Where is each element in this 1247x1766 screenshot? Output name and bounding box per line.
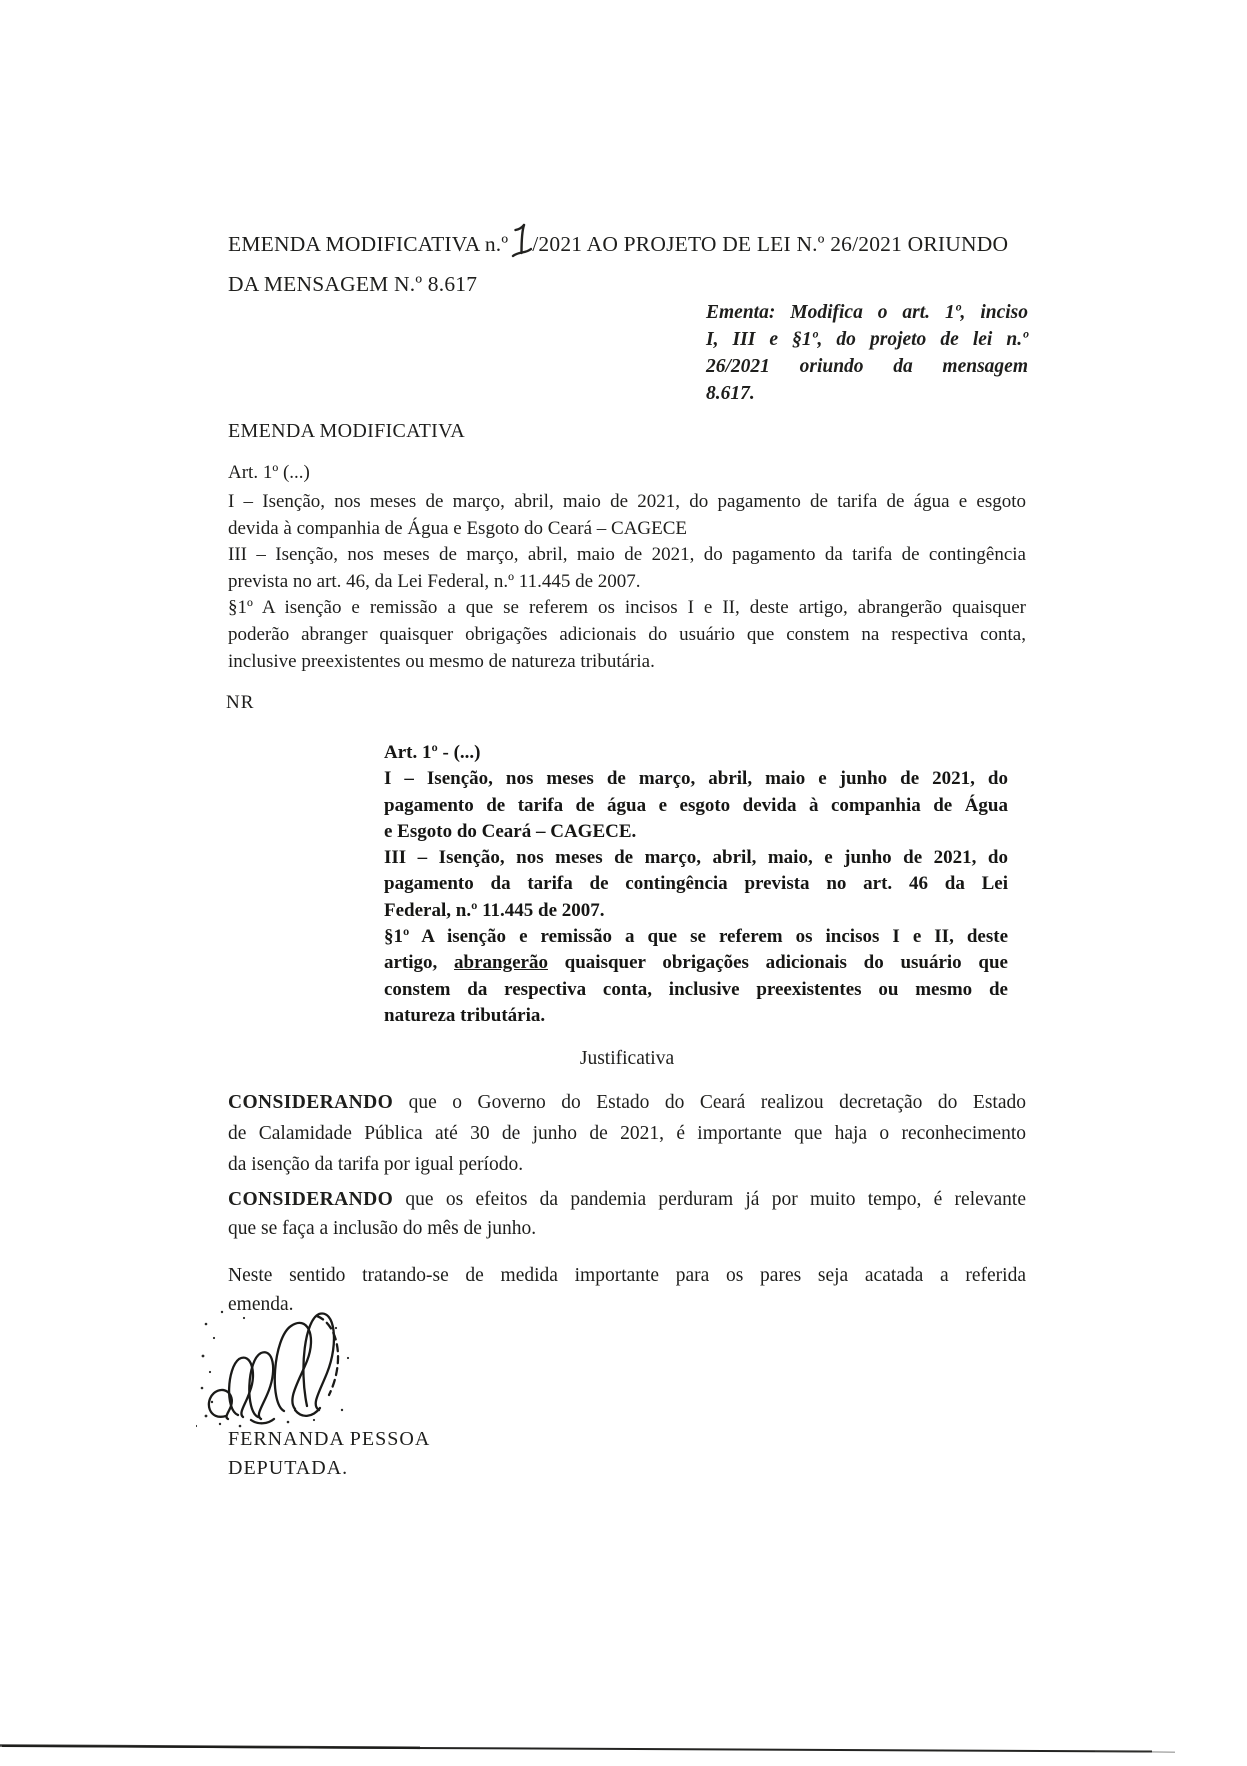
text-line: poderão abranger quaisquer obrigações adicionais do usuário que constem na respectiva conta,	[228, 623, 1026, 645]
ementa-block	[706, 299, 1028, 407]
amendment-new-wording-block	[384, 740, 1008, 1029]
article-body-paragraph	[228, 489, 1026, 675]
text-line: 8.617.	[706, 383, 755, 404]
text-line: emenda.	[228, 1294, 294, 1315]
text-line: inclusive preexistentes ou mesmo de natureza tributária.	[228, 650, 655, 672]
document-title	[228, 222, 1028, 300]
text-line: Neste sentido tratando-se de medida importante para os pares seja acatada a referida	[228, 1265, 1026, 1286]
text-line: pagamento da tarifa de contingência prevista no art. 46 da Lei	[384, 873, 1008, 895]
text-line: I, III e §1º, do projeto de lei n.º	[706, 329, 1028, 350]
quote-lines-top	[384, 740, 1008, 950]
underlined-word: abrangerão	[454, 952, 548, 974]
text-line: e Esgoto do Ceará – CAGECE.	[384, 820, 637, 842]
text-line: prevista no art. 46, da Lei Federal, n.º 11.445 de 2007.	[228, 570, 641, 592]
signer-role: DEPUTADA.	[228, 1457, 349, 1479]
scan-artifact-line	[0, 1741, 1247, 1762]
considerando-paragraph-2	[228, 1185, 1026, 1243]
nr-label: NR	[226, 692, 255, 713]
considerando-lead: CONSIDERANDO	[228, 1092, 394, 1113]
text-line: I – Isenção, nos meses de março, abril, maio e junho de 2021, do	[384, 768, 1008, 790]
title-line1-pre: EMENDA MODIFICATIVA n.º	[228, 232, 509, 256]
lead-rest: que o Governo do Estado do Ceará realizou decretação do Estado	[393, 1092, 1026, 1113]
text-line: de Calamidade Pública até 30 de junho de 2021, é importante que haja o reconhecimento	[228, 1123, 1026, 1144]
text-line: Ementa: Modifica o art. 1º, inciso	[706, 302, 1028, 323]
text-line: constem da respectiva conta, inclusive preexistentes ou mesmo de	[384, 978, 1008, 1000]
title-line-2: DA MENSAGEM N.º 8.617	[228, 272, 478, 296]
title-line1-post: /2021 AO PROJETO DE LEI N.º 26/2021 ORIUNDO	[532, 232, 1009, 256]
handwritten-number-icon	[510, 222, 532, 269]
underlined-text-line	[384, 950, 1008, 976]
text-line: que se faça a inclusão do mês de junho.	[228, 1218, 537, 1239]
text-line: §1º A isenção e remissão a que se referem os incisos I e II, deste artigo, abrangerão quaisquer	[228, 597, 1026, 619]
text-line	[228, 1185, 1026, 1214]
text-line: pagamento de tarifa de água e esgoto devida à companhia de Água	[384, 794, 1008, 816]
text-line: 26/2021 oriundo da mensagem	[706, 356, 1028, 377]
text-line: natureza tributária.	[384, 1004, 546, 1026]
text-line: Federal, n.º 11.445 de 2007.	[384, 899, 605, 921]
segment-post: quaisquer obrigações adicionais do usuário que	[547, 952, 1008, 974]
title-line-1	[228, 222, 1028, 269]
text-line: da isenção da tarifa por igual período.	[228, 1154, 524, 1175]
signature-scribble-icon	[196, 1298, 371, 1435]
text-line: III – Isenção, nos meses de março, abril, maio de 2021, do pagamento da tarifa de contingência	[228, 544, 1026, 566]
segment-pre: artigo,	[384, 952, 455, 974]
text-line: I – Isenção, nos meses de março, abril, maio de 2021, do pagamento de tarifa de água e esgoto	[228, 491, 1026, 512]
signer-name: FERNANDA PESSOA	[228, 1428, 431, 1450]
justificativa-heading: Justificativa	[579, 1048, 675, 1069]
quote-lines-bottom	[384, 977, 1008, 1030]
text-line: §1º A isenção e remissão a que se referem os incisos I e II, deste	[384, 926, 1008, 948]
considerando-lead: CONSIDERANDO	[228, 1189, 394, 1210]
section-heading: EMENDA MODIFICATIVA	[228, 420, 466, 442]
considerando-paragraph-1	[228, 1087, 1026, 1180]
paragraph-lines	[228, 1118, 1026, 1180]
lead-rest: que os efeitos da pandemia perduram já por muito tempo, é relevante	[393, 1189, 1026, 1210]
article-intro: Art. 1º (...)	[228, 462, 310, 483]
paragraph-lines	[228, 1214, 1026, 1243]
text-line: devida à companhia de Água e Esgoto do Ceará – CAGECE	[228, 517, 688, 539]
text-line: Art. 1º - (...)	[384, 742, 481, 763]
text-line	[228, 1087, 1026, 1118]
text-line: III – Isenção, nos meses de março, abril, maio, e junho de 2021, do	[384, 847, 1008, 869]
